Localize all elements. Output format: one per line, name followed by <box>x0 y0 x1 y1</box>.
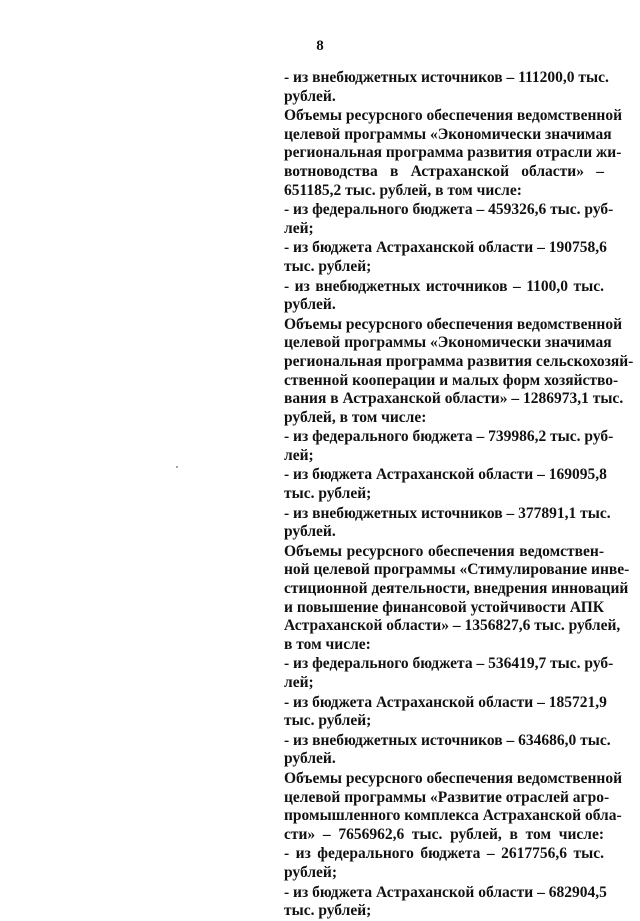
text-line: стиционной деятельности, внедрения инноваций <box>284 580 629 598</box>
text-line: целевой программы «Экономически значимая <box>284 125 612 143</box>
text-line: сти» – 7656962,6 тыс. рублей, в том числе: <box>284 825 604 843</box>
text-line: Объемы ресурсного обеспечения ведомственной <box>284 315 623 333</box>
text-line: - из бюджета Астраханской области – 169095,8 <box>284 466 607 484</box>
text-line: вания в Астраханской области» – 1286973,1 тыс. <box>284 390 624 408</box>
text-line: Объемы ресурсного обеспечения ведомственной <box>284 107 623 125</box>
text-line: Астраханской области» – 1356827,6 тыс. рублей, <box>284 617 621 635</box>
text-line: лей; <box>284 219 314 237</box>
text-line: рублей. <box>284 296 336 314</box>
text-line: рублей. <box>284 750 336 768</box>
text-line: региональная программа развития отрасли жи- <box>284 144 622 162</box>
text-line: тыс. рублей; <box>284 712 372 730</box>
text-line: рублей. <box>284 523 336 541</box>
text-line: региональная программа развития сельскохозяй- <box>284 352 634 370</box>
text-line: ной целевой программы «Стимулирование инве- <box>284 561 630 579</box>
text-line: - из федерального бюджета – 536419,7 тыс. руб- <box>284 655 614 673</box>
text-line: ственной кооперации и малых форм хозяйство- <box>284 371 619 389</box>
text-line: рублей; <box>284 863 337 881</box>
text-line: 651185,2 тыс. рублей, в том числе: <box>284 181 522 199</box>
scan-speck <box>176 466 178 468</box>
text-line: тыс. рублей; <box>284 902 372 920</box>
text-line: целевой программы «Экономически значимая <box>284 334 612 352</box>
text-line: и повышение финансовой устойчивости АПК <box>284 598 604 616</box>
text-line: тыс. рублей; <box>284 485 372 503</box>
page-number: 8 <box>316 38 324 54</box>
text-line: Объемы ресурсного обеспечения ведомствен- <box>284 542 604 560</box>
text-line: - из федерального бюджета – 2617756,6 тыс. <box>284 845 604 863</box>
text-line: - из бюджета Астраханской области – 682904,5 <box>284 883 607 901</box>
text-line: тыс. рублей; <box>284 257 372 275</box>
text-line: целевой программы «Развитие отраслей агро- <box>284 788 610 806</box>
text-line: - из бюджета Астраханской области – 190758,6 <box>284 239 607 257</box>
text-line: вотноводства в Астраханской области» – <box>284 162 604 180</box>
text-line: лей; <box>284 446 314 464</box>
text-line: - из внебюджетных источников – 377891,1 тыс. <box>284 504 611 522</box>
text-line: - из внебюджетных источников – 634686,0 тыс. <box>284 731 611 749</box>
text-line: рублей, в том числе: <box>284 408 427 426</box>
text-line: - из внебюджетных источников – 111200,0 тыс. <box>284 69 609 86</box>
text-line: лей; <box>284 674 314 691</box>
text-line: - из федерального бюджета – 739986,2 тыс. руб- <box>284 428 614 446</box>
text-line: - из федерального бюджета – 459326,6 тыс. руб- <box>284 201 614 219</box>
text-line: промышленного комплекса Астраханской обла- <box>284 807 622 825</box>
text-line: в том числе: <box>284 635 371 653</box>
text-line: - из внебюджетных источников – 1100,0 тыс. <box>284 277 604 295</box>
text-line: - из бюджета Астраханской области – 185721,9 <box>284 693 607 711</box>
text-line: Объемы ресурсного обеспечения ведомственной <box>284 769 623 787</box>
document-text-column <box>284 69 634 921</box>
text-line: рублей. <box>284 87 336 105</box>
